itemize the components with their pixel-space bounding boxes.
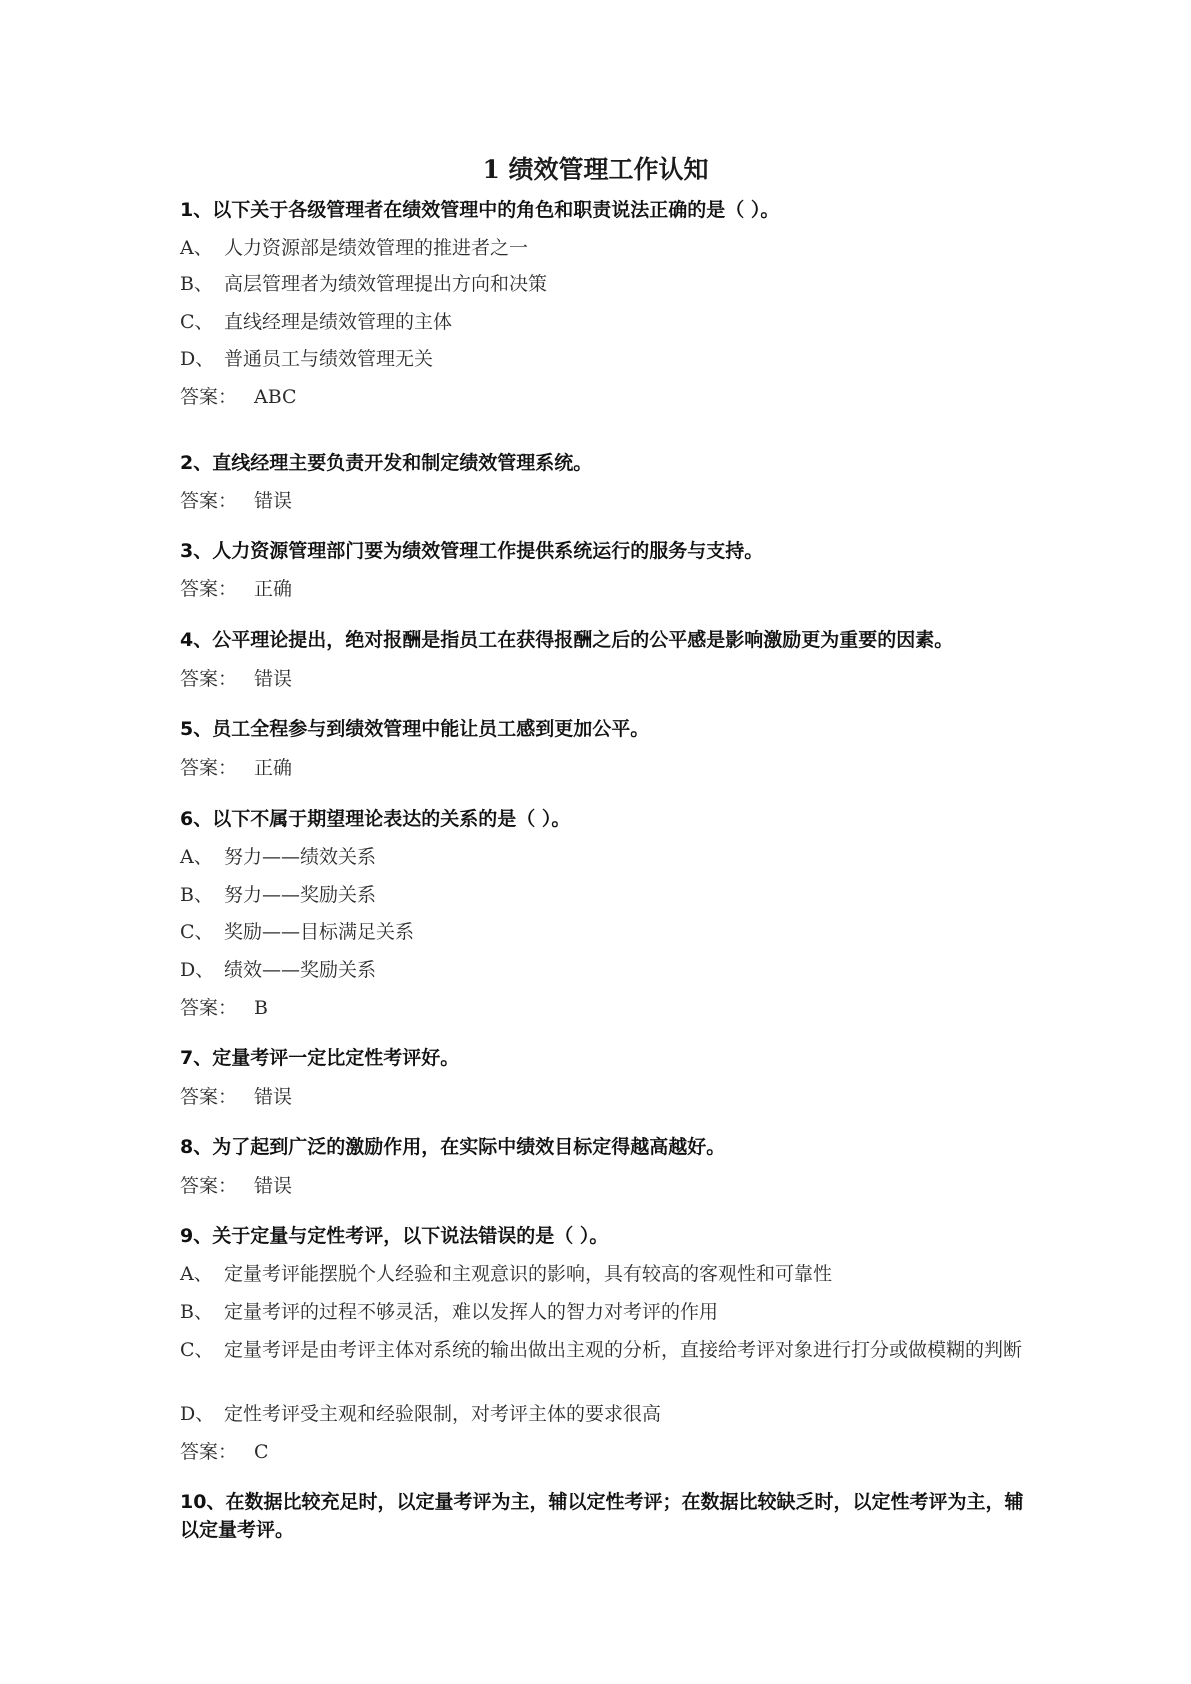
answer-value: 正确 (254, 757, 293, 779)
option-9-a (180, 1260, 1025, 1288)
answer-value: 正确 (254, 578, 293, 600)
option-text: 奖励——目标满足关系 (224, 921, 415, 943)
option-text: 定量考评能摆脱个人经验和主观意识的影响，具有较高的客观性和可靠性 (224, 1263, 833, 1285)
question-2: 2、直线经理主要负责开发和制定绩效管理系统。 (180, 452, 593, 474)
option-text: 绩效——奖励关系 (224, 959, 377, 981)
answer-value: C (254, 1441, 269, 1463)
answer-value: ABC (254, 386, 297, 408)
option-label: A、 (180, 1263, 213, 1285)
answer-9 (180, 1438, 1025, 1466)
option-9-c (180, 1336, 1025, 1364)
option-text: 定量考评的过程不够灵活，难以发挥人的智力对考评的作用 (224, 1301, 719, 1323)
option-label: D、 (180, 959, 215, 981)
option-6-d (180, 956, 1025, 984)
option-text: 定性考评受主观和经验限制，对考评主体的要求很高 (224, 1403, 662, 1425)
option-text: 高层管理者为绩效管理提出方向和决策 (224, 273, 548, 295)
answer-value: 错误 (254, 1175, 293, 1197)
option-label: B、 (180, 884, 213, 906)
option-label: B、 (180, 273, 213, 295)
option-text: 普通员工与绩效管理无关 (224, 348, 434, 370)
answer-label: 答案： (180, 997, 238, 1019)
option-6-b (180, 881, 1025, 909)
option-9-b (180, 1298, 1025, 1326)
question-5: 5、员工全程参与到绩效管理中能让员工感到更加公平。 (180, 718, 650, 740)
option-text: 人力资源部是绩效管理的推进者之一 (224, 237, 529, 259)
option-label: C、 (180, 311, 214, 333)
option-text: 直线经理是绩效管理的主体 (224, 311, 453, 333)
answer-label: 答案： (180, 668, 238, 690)
question-7: 7、定量考评一定比定性考评好。 (180, 1047, 460, 1069)
answer-5 (180, 754, 1025, 782)
answer-label: 答案： (180, 490, 238, 512)
option-label: B、 (180, 1301, 213, 1323)
page-title: 1 绩效管理工作认知 (482, 155, 709, 184)
answer-3 (180, 575, 1025, 603)
option-1-a (180, 234, 1025, 262)
option-6-a (180, 843, 1025, 871)
option-text: 努力——绩效关系 (224, 846, 377, 868)
option-label: D、 (180, 348, 215, 370)
answer-label: 答案： (180, 1441, 238, 1463)
question-6: 6、以下不属于期望理论表达的关系的是（ ）。 (180, 808, 571, 830)
answer-value: B (254, 997, 268, 1019)
answer-value: 错误 (254, 490, 293, 512)
answer-1 (180, 383, 1025, 411)
question-10: 10、在数据比较充足时，以定量考评为主，辅以定性考评；在数据比较缺乏时，以定性考评为主，辅以定量考评。 (180, 1491, 1024, 1541)
option-1-c (180, 308, 1025, 336)
option-6-c (180, 918, 1025, 946)
answer-value: 错误 (254, 668, 293, 690)
answer-label: 答案： (180, 757, 238, 779)
option-label: D、 (180, 1403, 215, 1425)
answer-8 (180, 1172, 1025, 1200)
answer-label: 答案： (180, 1086, 238, 1108)
answer-4 (180, 665, 1025, 693)
answer-7 (180, 1083, 1025, 1111)
option-label: A、 (180, 237, 213, 259)
question-1: 1、以下关于各级管理者在绩效管理中的角色和职责说法正确的是（ ）。 (180, 199, 780, 221)
answer-label: 答案： (180, 386, 238, 408)
answer-6 (180, 994, 1025, 1022)
question-8: 8、为了起到广泛的激励作用，在实际中绩效目标定得越高越好。 (180, 1136, 726, 1158)
option-text: 努力——奖励关系 (224, 884, 377, 906)
option-label: A、 (180, 846, 213, 868)
option-text: 定量考评是由考评主体对系统的输出做出主观的分析，直接给考评对象进行打分或做模糊的判断 (224, 1339, 1023, 1361)
option-label: C、 (180, 921, 214, 943)
question-9: 9、关于定量与定性考评，以下说法错误的是（ ）。 (180, 1225, 609, 1247)
answer-label: 答案： (180, 1175, 238, 1197)
question-3: 3、人力资源管理部门要为绩效管理工作提供系统运行的服务与支持。 (180, 540, 764, 562)
option-label: C、 (180, 1339, 214, 1361)
question-4: 4、公平理论提出，绝对报酬是指员工在获得报酬之后的公平感是影响激励更为重要的因素。 (180, 629, 954, 651)
answer-2 (180, 487, 1025, 515)
answer-value: 错误 (254, 1086, 293, 1108)
option-9-d (180, 1400, 1025, 1428)
option-1-d (180, 345, 1025, 373)
option-1-b (180, 270, 1025, 298)
answer-label: 答案： (180, 578, 238, 600)
